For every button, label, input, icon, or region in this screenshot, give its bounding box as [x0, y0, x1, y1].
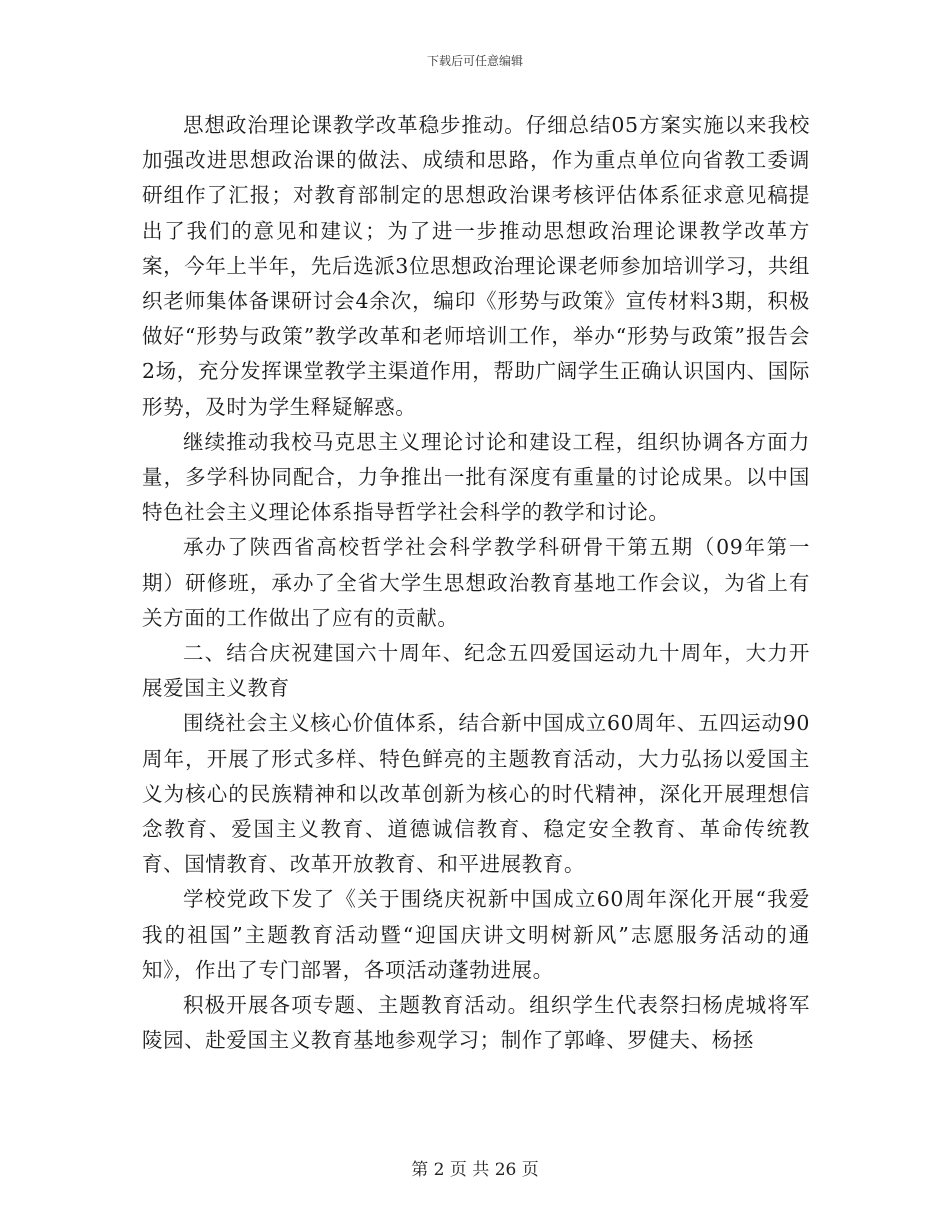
- paragraph-6: 积极开展各项专题、主题教育活动。组织学生代表祭扫杨虎城将军陵园、赴爱国主义教育基地参观学习；制作了郭峰、罗健夫、杨拯: [142, 993, 810, 1053]
- document-body: [142, 108, 810, 1058]
- paragraph-3: 承办了陕西省高校哲学社会科学教学科研骨干第五期（09年第一期）研修班，承办了全省大学生思想政治教育基地工作会议，为省上有关方面的工作做出了应有的贡献。: [142, 535, 810, 630]
- section-heading: 二、结合庆祝建国六十周年、纪念五四爱国运动九十周年，大力开展爱国主义教育: [142, 641, 810, 701]
- paragraph-4: 围绕社会主义核心价值体系，结合新中国成立60周年、五四运动90周年，开展了形式多样、特色鲜亮的主题教育活动，大力弘扬以爱国主义为核心的民族精神和以改革创新为核心的时代精神，深化开展理想信念教育、爱国主义教育、道德诚信教育、稳定安全教育、革命传统教育、国情教育、改革开放教育、和平进展教育。: [142, 711, 810, 877]
- page-number-footer: 第 2 页 共 26 页: [411, 1160, 539, 1180]
- paragraph-2: 继续推动我校马克思主义理论讨论和建设工程，组织协调各方面力量，多学科协同配合，力争推出一批有深度有重量的讨论成果。以中国特色社会主义理论体系指导哲学社会科学的教学和讨论。: [142, 429, 810, 525]
- paragraph-1: 思想政治理论课教学改革稳步推动。仔细总结05方案实施以来我校加强改进思想政治课的做法、成绩和思路，作为重点单位向省教工委调研组作了汇报；对教育部制定的思想政治课考核评估体系征求意见稿提出了我们的意见和建议；为了进一步推动思想政治理论课教学改革方案，今年上半年，先后选派3位思想政治理论课老师参加培训学习，共组织老师集体备课研讨会4余次，编印《形势与政策》宣传材料3期，积极做好“形势与政策”教学改革和老师培训工作，举办“形势与政策”报告会2场，充分发挥课堂教学主渠道作用，帮助广阔学生正确认识国内、国际形势，及时为学生释疑解惑。: [142, 113, 810, 419]
- page-header: 下载后可任意编辑: [426, 54, 523, 68]
- paragraph-5: 学校党政下发了《关于围绕庆祝新中国成立60周年深化开展“我爱我的祖国”主题教育活动暨“迎国庆讲文明树新风”志愿服务活动的通知》，作出了专门部署，各项活动蓬勃进展。: [142, 887, 810, 982]
